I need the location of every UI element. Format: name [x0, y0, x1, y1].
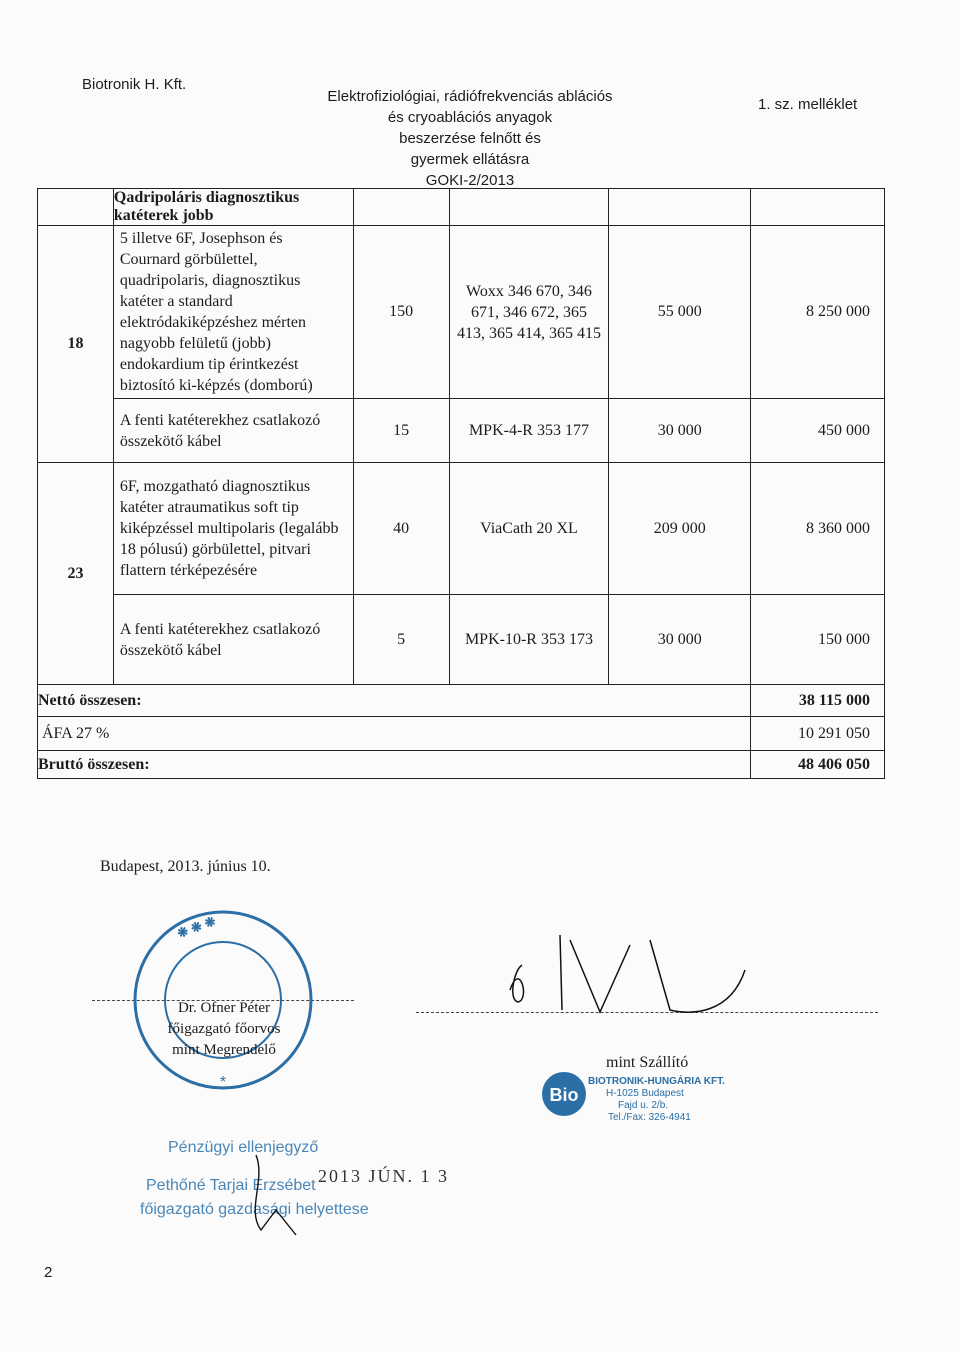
- supplier-stamp-line: BIOTRONIK-HUNGÁRIA KFT.: [588, 1076, 725, 1087]
- signatory-title: főigazgató főorvos: [167, 1021, 281, 1037]
- title-line: Elektrofiziológiai, rádiófrekvenciás ablációs: [327, 88, 613, 105]
- item-product: ViaCath 20 XL: [449, 463, 609, 595]
- item-product: Woxx 346 670, 346 671, 346 672, 365 413, 365 414, 365 415: [449, 226, 609, 399]
- annex-label: 1. sz. melléklet: [758, 96, 858, 113]
- summary-value: 48 406 050: [751, 751, 885, 779]
- summary-label: Nettó összesen:: [38, 685, 751, 717]
- summary-label: ÁFA 27 %: [38, 717, 751, 751]
- supplier-stamp-line: H-1025 Budapest: [606, 1088, 684, 1099]
- company-name: Biotronik H. Kft.: [82, 76, 187, 93]
- table-row: [38, 463, 885, 595]
- summary-value: 38 115 000: [751, 685, 885, 717]
- summary-row: [38, 717, 885, 751]
- item-product: MPK-4-R 353 177: [449, 399, 609, 463]
- item-quantity: 5: [353, 595, 449, 685]
- item-description: 6F, mozgatható diagnosztikus katéter atraumatikus soft tip kiképzéssel multipolaris (legalább 18 pólusú) görbülettel, pitvari flattern térképezésére: [113, 463, 353, 595]
- section-number-cell: [38, 189, 114, 226]
- item-total: 150 000: [751, 595, 885, 685]
- title-line: GOKI-2/2013: [425, 172, 515, 189]
- item-total: 8 250 000: [751, 226, 885, 399]
- item-quantity: 150: [353, 226, 449, 399]
- item-unit-price: 55 000: [609, 226, 751, 399]
- place-date: Budapest, 2013. június 10.: [100, 858, 271, 875]
- item-quantity: 15: [353, 399, 449, 463]
- finance-stamp-name: Pethőné Tarjai Erzsébet: [146, 1177, 316, 1194]
- svg-text:*: *: [219, 1074, 227, 1091]
- item-number: 23: [38, 463, 114, 685]
- title-line: gyermek ellátásra: [410, 151, 530, 168]
- item-product: MPK-10-R 353 173: [449, 595, 609, 685]
- finance-stamp-role: főigazgató gazdasági helyettese: [140, 1201, 369, 1218]
- price-table: [37, 188, 885, 779]
- supplier-stamp-line: Tel./Fax: 326-4941: [608, 1112, 691, 1123]
- summary-value: 10 291 050: [751, 717, 885, 751]
- right-signatory: mint Szállító: [606, 1054, 689, 1071]
- biotronik-logo-icon: [538, 1070, 590, 1118]
- summary-row: [38, 751, 885, 779]
- document-title: [290, 86, 650, 191]
- supplier-stamp-line: Fajd u. 2/b.: [618, 1100, 669, 1111]
- left-signatory: [164, 998, 284, 1061]
- section-title: Qadripoláris diagnosztikus katéterek jobb: [113, 189, 353, 226]
- signatory-role: mint Megrendelő: [172, 1042, 276, 1058]
- title-line: beszerzése felnőtt és: [399, 130, 541, 147]
- table-row: [38, 399, 885, 463]
- page-number: 2: [44, 1264, 53, 1281]
- svg-text:❋ ❋ ❋: ❋ ❋ ❋: [175, 913, 218, 942]
- supplier-stamp: [588, 1076, 725, 1124]
- svg-text:Bio: Bio: [549, 1085, 579, 1105]
- finance-signature: [236, 1150, 306, 1240]
- title-line: és cryoablációs anyagok: [387, 109, 553, 126]
- item-unit-price: 209 000: [609, 463, 751, 595]
- received-date-stamp: 2013 JÚN. 1 3: [318, 1166, 450, 1186]
- handwritten-signature: [500, 930, 760, 1020]
- summary-row: [38, 685, 885, 717]
- item-unit-price: 30 000: [609, 595, 751, 685]
- item-total: 8 360 000: [751, 463, 885, 595]
- table-row: [38, 226, 885, 399]
- summary-label: Bruttó összesen:: [38, 751, 751, 779]
- finance-stamp-title: Pénzügyi ellenjegyző: [168, 1139, 319, 1156]
- table-row: [38, 595, 885, 685]
- item-total: 450 000: [751, 399, 885, 463]
- item-description: 5 illetve 6F, Josephson és Cournard görbülettel, quadripolaris, diagnosztikus katéter a standard elektródakiképzéshez mérten nagyobb felületű (jobb) endokardium tip érintkezést biztosító ki-képzés (domború): [113, 226, 353, 399]
- signatory-name: Dr. Ofner Péter: [177, 1000, 271, 1016]
- item-number: 18: [38, 226, 114, 463]
- item-unit-price: 30 000: [609, 399, 751, 463]
- item-quantity: 40: [353, 463, 449, 595]
- item-description: A fenti katéterekhez csatlakozó összekötő kábel: [113, 399, 353, 463]
- item-description: A fenti katéterekhez csatlakozó összekötő kábel: [113, 595, 353, 685]
